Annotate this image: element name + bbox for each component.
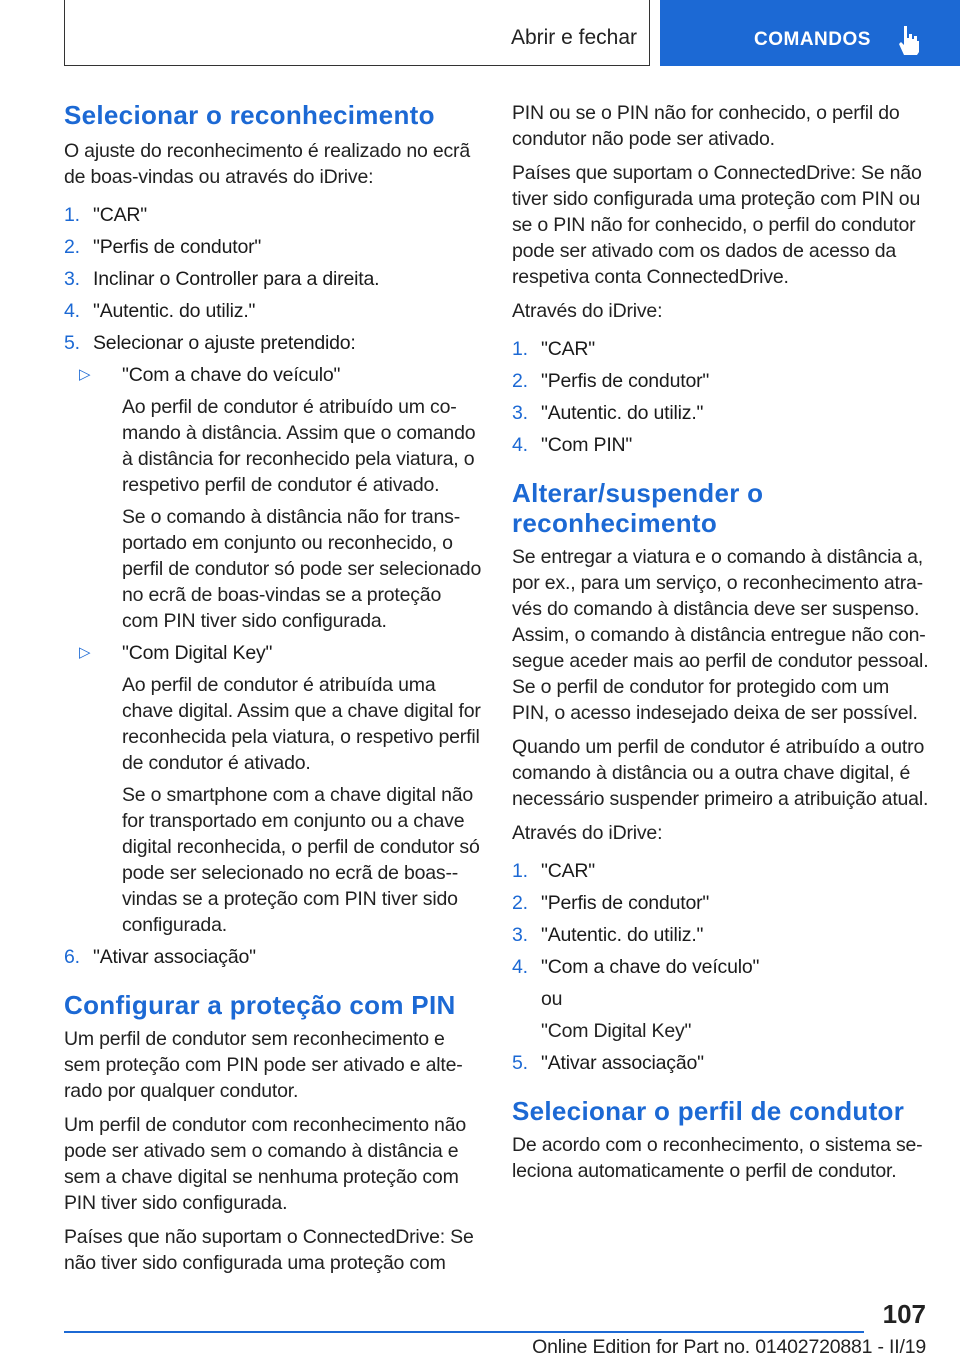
paragraph: Um perfil de condutor com reconhecimento não pode ser ativado sem o comando à distância e sem a chave digital se nenhuma proteção com PIN tiver sido configurada. (64, 1114, 466, 1214)
paragraph: Países que não suportam o ConnectedDrive: Se não tiver sido configurada uma proteção com (64, 1226, 474, 1274)
triangle-bullet-icon: ▷ (79, 366, 91, 383)
step-number: 2. (64, 236, 80, 258)
list-item (512, 922, 930, 948)
paragraph: Um perfil de condutor sem reconhecimento e sem proteção com PIN pode ser ativado e alterado por qualquer condutor. (64, 1028, 463, 1102)
heading-select-recognition: Selecionar o reconhecimento (64, 100, 435, 130)
step-text: "CAR" (93, 204, 148, 226)
list-item (64, 944, 482, 970)
option-description: Se o comando à distância não for transportado em conjunto ou reconhecido, o perfil de condutor só pode ser selecionado no ecrã de boas-vindas se a proteção com PIN tiver sido configurada. (122, 506, 482, 632)
step-text: "CAR" (541, 338, 596, 360)
step-number: 5. (512, 1052, 528, 1074)
step-number: 6. (64, 946, 80, 968)
paragraph: Através do iDrive: (512, 300, 663, 322)
step-number: 1. (64, 204, 80, 226)
steps-list (512, 858, 930, 980)
step-number: 4. (64, 300, 80, 322)
step-text: "Ativar associação" (93, 946, 256, 968)
step-number: 5. (64, 332, 80, 354)
step-text: "Perfis de condutor" (93, 236, 262, 258)
step-number: 1. (512, 860, 528, 882)
heading-change-suspend: Alterar/suspender o reconhecimento (512, 478, 764, 538)
step-number: 3. (512, 924, 528, 946)
step-text: "Autentic. do utiliz." (541, 924, 704, 946)
list-item (512, 368, 930, 394)
step-text: Selecionar o ajuste pretendido: (93, 332, 356, 354)
step-text: Inclinar o Controller para a direita. (93, 268, 380, 290)
step-number: 2. (512, 892, 528, 914)
step-number: 4. (512, 956, 528, 978)
page-number: 107 (882, 1299, 926, 1329)
step-text: "Ativar associação" (541, 1052, 704, 1074)
list-item (64, 298, 482, 324)
triangle-bullet-icon: ▷ (79, 644, 91, 661)
list-item (512, 890, 930, 916)
edition-note: Online Edition for Part no. 01402720881 - II/19 (532, 1336, 926, 1358)
list-item (64, 266, 482, 292)
list-item (512, 954, 930, 980)
list-item (64, 234, 482, 260)
paragraph: Através do iDrive: (512, 822, 663, 844)
paragraph: Se entregar a viatura e o comando à distância a, por ex., para um serviço, o reconhecimento através do comando à distância deve ser suspenso. Assim, o comando à distância entregue não consegue aceder mais ao perfil de condutor pessoal. Se o perfil de condutor for protegido com um PIN, o acesso indesejado deixa de ser possível. (512, 546, 929, 724)
paragraph: Países que suportam o ConnectedDrive: Se não tiver sido configurada uma proteção com PIN ou se o PIN não for conhecido, o perfil do condutor pode ser ativado com os dados de acesso da respetiva conta ConnectedDrive. (512, 162, 922, 288)
list-item (64, 202, 482, 228)
paragraph: Quando um perfil de condutor é atribuído a outro comando à distância ou a outra chave digital, é necessário suspender primeiro a atribuição atual. (512, 736, 929, 810)
chapter-title: COMANDOS (754, 29, 871, 50)
step-number: 3. (64, 268, 80, 290)
section-title: Abrir e fechar (510, 26, 637, 49)
step-number: 1. (512, 338, 528, 360)
section-header-box (64, 0, 650, 66)
list-item (64, 330, 482, 356)
hand-pointer-icon (896, 24, 922, 56)
option-digital-key (64, 640, 482, 666)
option-description: Ao perfil de condutor é atribuída uma chave digital. Assim que a chave digital for reconhecida pela viatura, o respetivo perfil de condutor é ativado. (122, 674, 481, 774)
heading-select-profile: Selecionar o perfil de condutor (512, 1096, 905, 1126)
step-number: 4. (512, 434, 528, 456)
option-title: "Com Digital Key" (122, 642, 273, 664)
page-header (0, 0, 960, 66)
left-column (64, 100, 482, 1276)
step-text: "Perfis de condutor" (541, 892, 710, 914)
steps-list (512, 336, 930, 458)
step-number: 3. (512, 402, 528, 424)
footer-divider (64, 1331, 864, 1333)
option-description: Se o smartphone com a chave digital não for transportado em conjunto ou a chave digital reconhecida, o perfil de condutor só pode ser selecionado no ecrã de boas--vindas se a proteção com PIN tiver sido configurada. (122, 784, 480, 936)
option-title: "Com a chave do veículo" (122, 364, 341, 386)
list-item (512, 1050, 930, 1076)
paragraph: O ajuste do reconhecimento é realizado no ecrã de boas-vindas ou através do iDrive: (64, 140, 470, 188)
list-item (512, 400, 930, 426)
paragraph: PIN ou se o PIN não for conhecido, o perfil do condutor não pode ser ativado. (512, 102, 900, 150)
steps-list (64, 202, 482, 356)
step-number: 2. (512, 370, 528, 392)
option-vehicle-key (64, 362, 482, 388)
step-text: "Com PIN" (541, 434, 633, 456)
step-text: "Autentic. do utiliz." (541, 402, 704, 424)
list-item (512, 858, 930, 884)
chapter-tab (660, 0, 960, 66)
paragraph: De acordo com o reconhecimento, o sistema seleciona automaticamente o perfil de condutor. (512, 1134, 923, 1182)
option-description: Ao perfil de condutor é atribuído um comando à distância. Assim que o comando à distância for reconhecido pela viatura, o respetivo perfil de condutor é ativado. (122, 396, 476, 496)
right-column (512, 100, 930, 1184)
step-text: "Perfis de condutor" (541, 370, 710, 392)
list-item (512, 432, 930, 458)
step-text: "Autentic. do utiliz." (93, 300, 256, 322)
or-text: ou (541, 988, 563, 1010)
step-text: "CAR" (541, 860, 596, 882)
alternative-option: "Com Digital Key" (541, 1020, 692, 1042)
heading-pin-protection: Configurar a proteção com PIN (64, 990, 456, 1020)
list-item (512, 336, 930, 362)
step-text: "Com a chave do veículo" (541, 956, 760, 978)
